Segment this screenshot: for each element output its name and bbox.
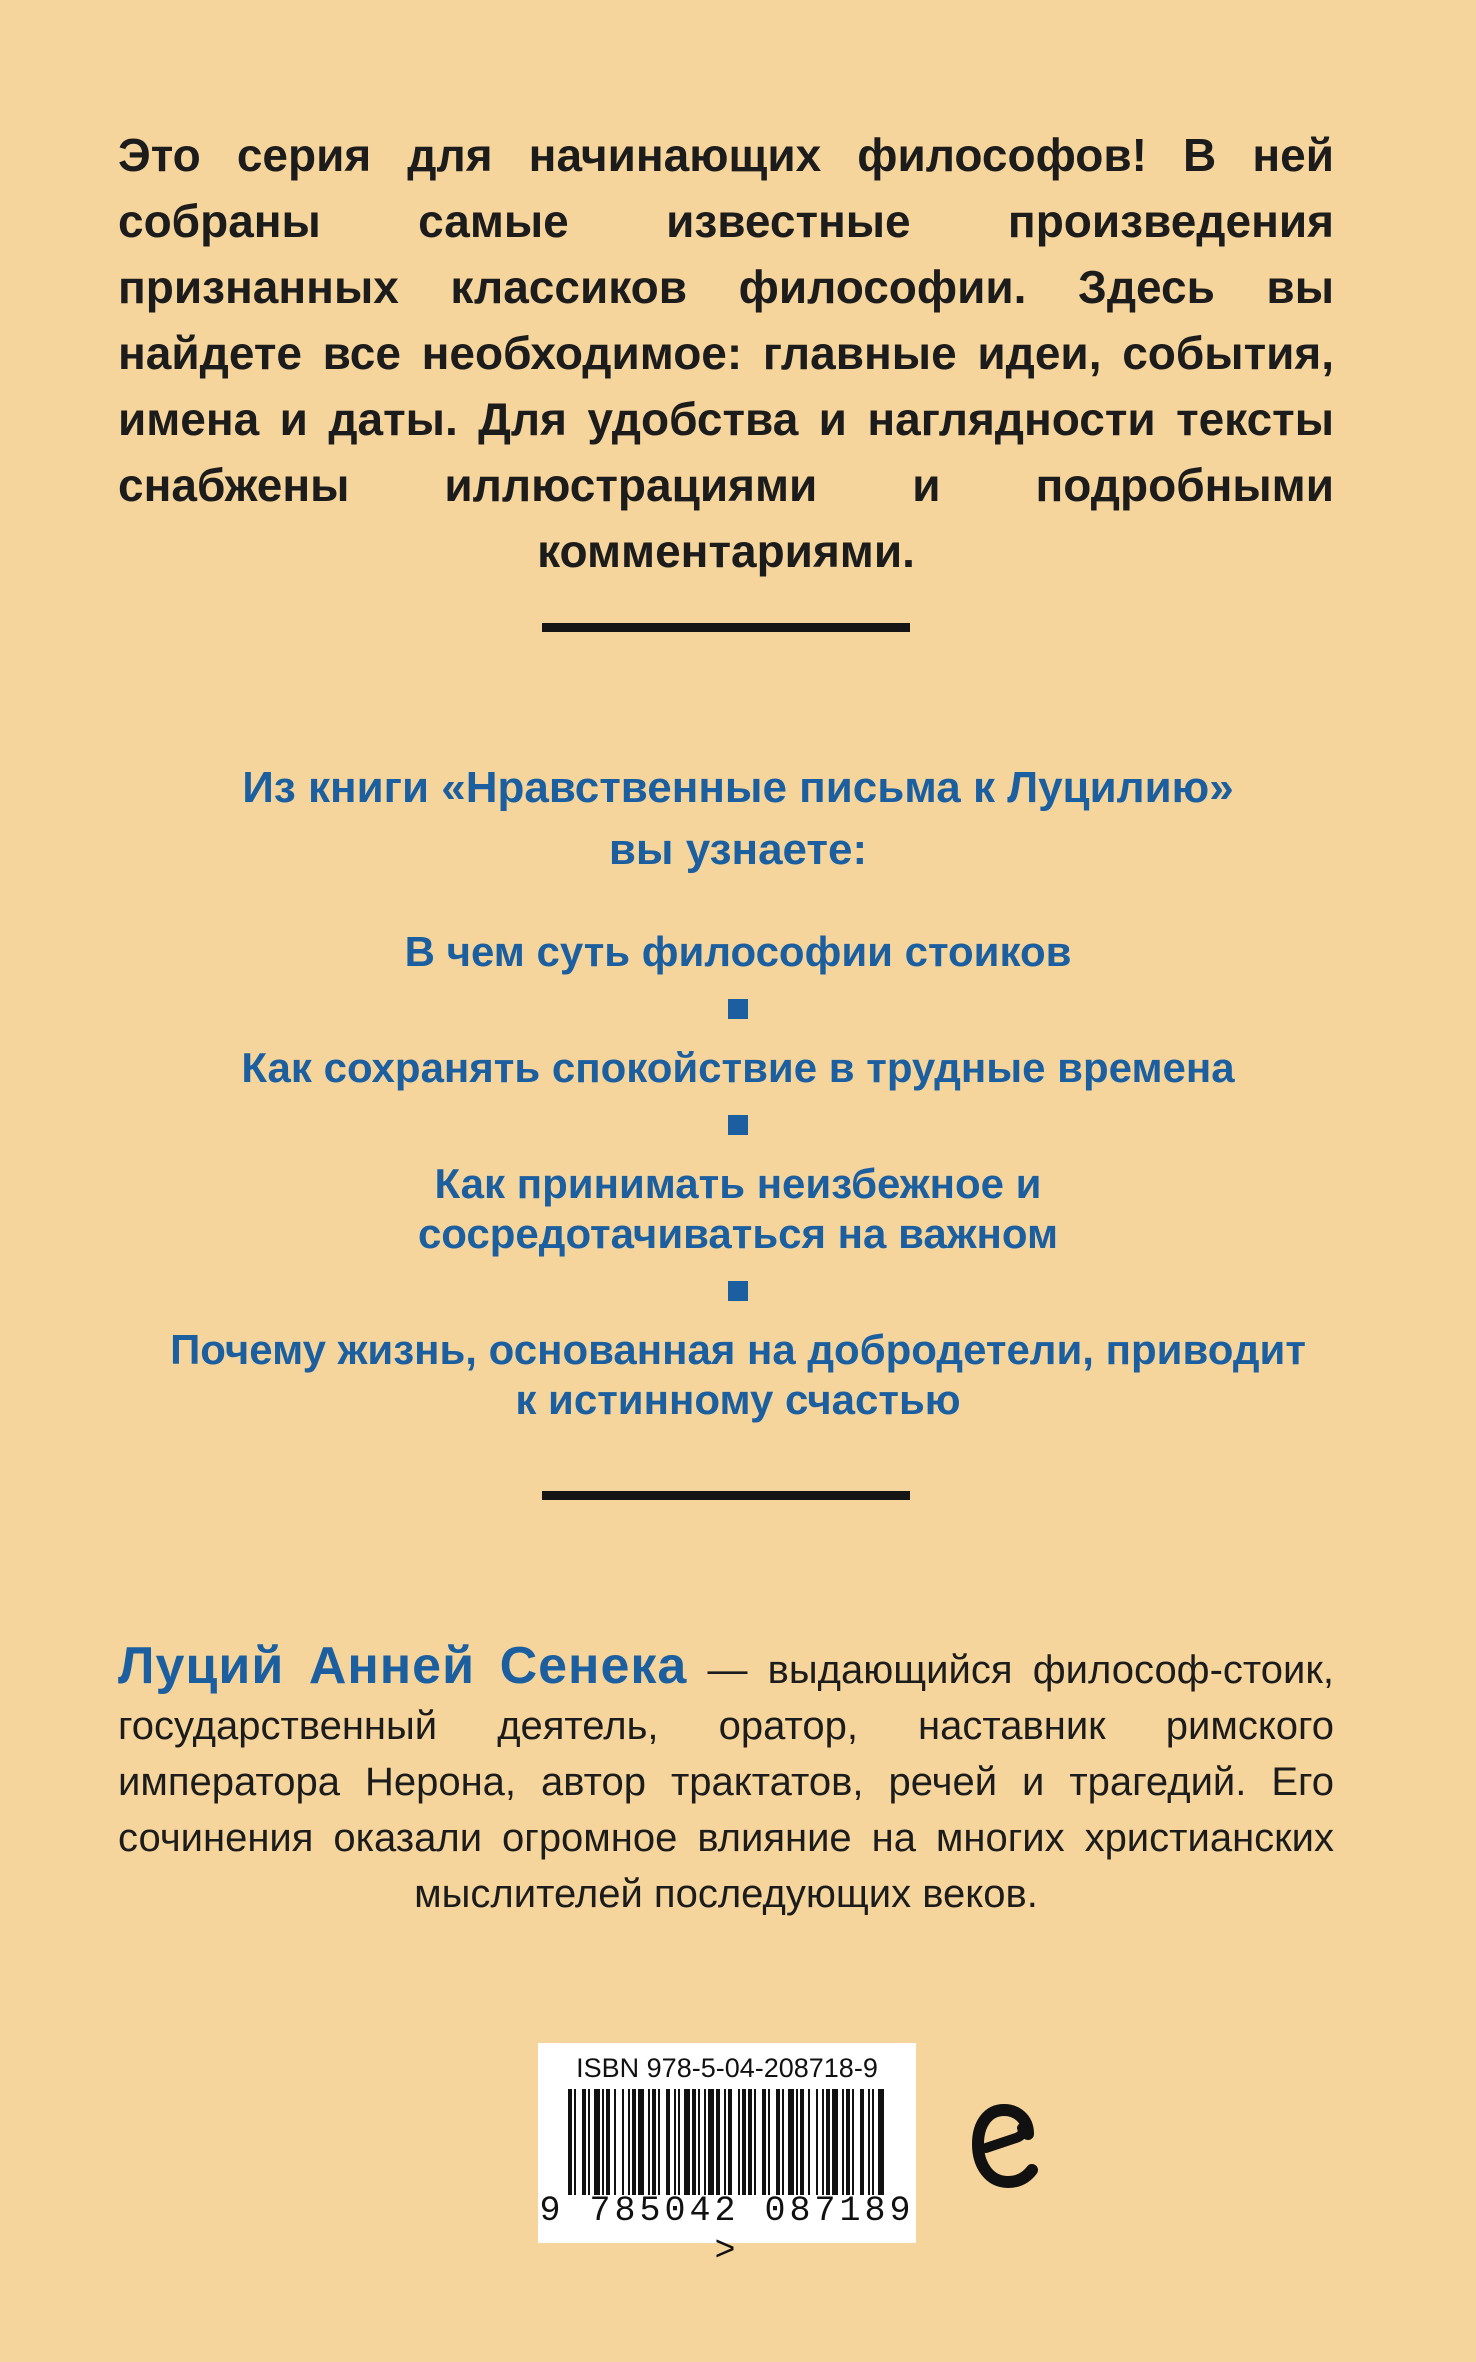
barcode-bar [738, 2089, 740, 2195]
barcode-bar [852, 2089, 854, 2195]
barcode-bar [704, 2089, 706, 2195]
barcode-bar [606, 2089, 610, 2195]
barcode-bar [822, 2089, 824, 2195]
barcode-bar [762, 2089, 766, 2195]
barcode-bar [568, 2089, 572, 2195]
isbn-label: ISBN 978-5-04-208718-9 [576, 2053, 878, 2083]
barcode-bar [868, 2089, 870, 2195]
divider-top [542, 623, 910, 632]
barcode-bar [776, 2089, 780, 2195]
barcode-bar [826, 2089, 830, 2195]
learn-item: Почему жизнь, основанная на добродетели, приводит к истинному счастью [170, 1326, 1306, 1423]
barcode-bar [594, 2089, 600, 2195]
barcode-bar [808, 2089, 810, 2195]
barcode-bar [648, 2089, 650, 2195]
barcode-bar [728, 2089, 732, 2195]
barcode-bar [582, 2089, 586, 2195]
learn-heading [100, 757, 1376, 881]
barcode-bar [658, 2089, 660, 2195]
learn-item: Как сохранять спокойствие в трудные времена [241, 1044, 1235, 1091]
barcode-bar [622, 2089, 624, 2195]
author-bio-text: — выдающийся философ-стоик, государственный деятель, оратор, наставник римского императора Нерона, автор трактатов, речей и трагедий. Его сочинения оказали огромное влияние на многих христианских мыслителей последующих веков. [118, 1648, 1334, 1916]
barcode-bar [768, 2089, 770, 2195]
barcode-bar [674, 2089, 676, 2195]
barcode-bar [846, 2089, 850, 2195]
barcode-bar [666, 2089, 670, 2195]
barcode-bar [860, 2089, 864, 2195]
barcode-bar [796, 2089, 798, 2195]
barcode-bar [742, 2089, 746, 2195]
barcode-bar [632, 2089, 636, 2195]
square-bullet-icon [728, 1115, 748, 1135]
barcode-bar [748, 2089, 752, 2195]
barcode-bar [614, 2089, 616, 2195]
learn-list [100, 927, 1376, 1425]
author-name: Луций Анней Сенека [118, 1637, 688, 1695]
barcode-bar [832, 2089, 838, 2195]
barcode-bar [698, 2089, 700, 2195]
barcode-bar [754, 2089, 756, 2195]
learn-item: Как принимать неизбежное и сосредотачиваться на важном [417, 1160, 1059, 1257]
barcode-bar [628, 2089, 630, 2195]
learn-heading-line-2: вы узнаете: [608, 825, 868, 874]
barcode-bar [842, 2089, 844, 2195]
barcode-bar [782, 2089, 784, 2195]
barcode-bars [568, 2089, 886, 2207]
learn-item: В чем суть философии стоиков [404, 928, 1072, 975]
square-bullet-icon [728, 1281, 748, 1301]
author-bio [118, 1638, 1334, 1922]
barcode-bar [652, 2089, 656, 2195]
barcode-bar [684, 2089, 690, 2195]
barcode-bar [678, 2089, 680, 2195]
barcode-bar [602, 2089, 604, 2195]
series-description: Это серия для начинающих философов! В ней собраны самые известные произведения признанных классиков философии. Здесь вы найдете все необходимое: главные идеи, события, имена и даты. Для удобства и наглядности тексты снабжены иллюстрациями и подробными комментариями. [118, 129, 1334, 577]
barcode-bar [638, 2089, 644, 2195]
square-bullet-icon [728, 999, 748, 1019]
barcode-bar [816, 2089, 818, 2195]
barcode-bar [588, 2089, 590, 2195]
barcode-bar [692, 2089, 696, 2195]
barcode [538, 2043, 916, 2271]
barcode-bar [872, 2089, 874, 2195]
barcode-bar [800, 2089, 804, 2195]
barcode-bar [708, 2089, 714, 2195]
publisher-logo-icon [970, 2104, 1040, 2190]
barcode-bar [574, 2089, 576, 2195]
barcode-bar [724, 2089, 726, 2195]
learn-heading-line-1: Из книги «Нравственные письма к Луцилию» [242, 763, 1234, 812]
barcode-bar [716, 2089, 720, 2195]
barcode-bar [878, 2089, 884, 2195]
barcode-bar [788, 2089, 794, 2195]
divider-bottom [542, 1491, 910, 1500]
barcode-digits: 9 785042 087189 > [539, 2191, 915, 2271]
